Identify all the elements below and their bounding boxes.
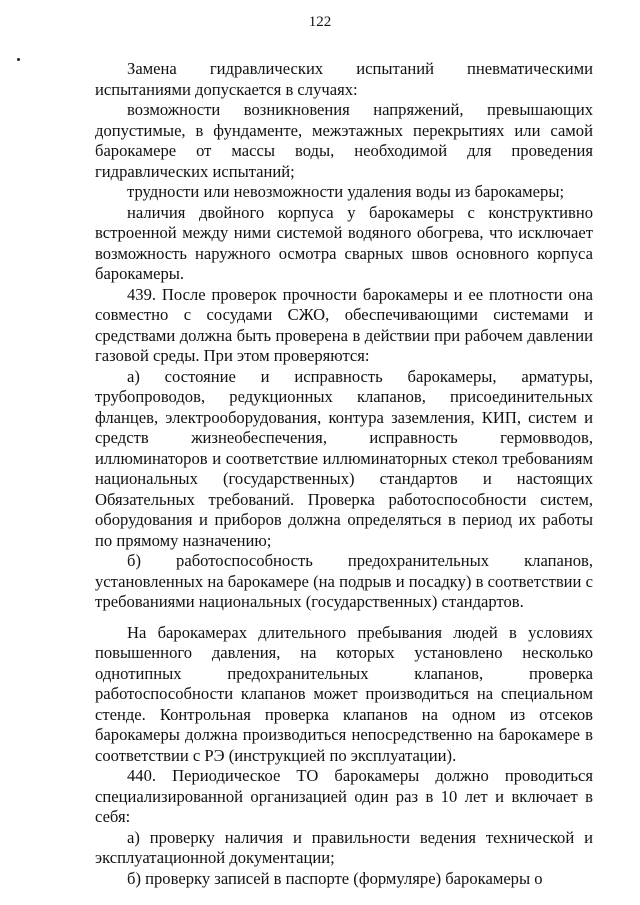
page-number: 122 bbox=[308, 14, 332, 30]
paragraph-long-stay: На барокамерах длительного пребывания людей в условиях повышенного давления, на которых установлено несколько однотипных предохранительных клапанов, проверка работоспособности клапанов может производиться на специальном стенде. Контрольная проверка клапанов на одном из отсеков барокамеры должна производиться непосредственно на барокамере в соответствии с РЭ (инструкцией по эксплуатации). bbox=[95, 622, 593, 765]
paragraph-440: 440. Периодическое ТО барокамеры должно проводиться специализированной организацией один раз в 10 лет и включает в себя: bbox=[95, 766, 593, 826]
scan-speck bbox=[17, 58, 20, 61]
paragraph-439-a: а) состояние и исправность барокамеры, арматуры, трубопроводов, редукционных клапанов, присоединительных фланцев, электрооборудования, контура заземления, КИП, систем и средств жизнеобеспечения, исправность гермовводов, иллюминаторов и соответствие иллюминаторных стекол требованиям национальных (государственных) стандартов и настоящих Обязательных требований. Проверка работоспособности систем, оборудования и приборов должна определяться в период их работы по прямому назначению; bbox=[95, 366, 593, 550]
paragraph-440-b: б) проверку записей в паспорте (формуляре) барокамеры о bbox=[127, 868, 543, 888]
paragraph-440-a: а) проверку наличия и правильности ведения технической и эксплуатационной документации; bbox=[95, 827, 593, 867]
paragraph-case-stress: возможности возникновения напряжений, превышающих допустимые, в фундаменте, межэтажных перекрытиях или самой барокамере от массы воды, необходимой для проведения гидравлических испытаний; bbox=[95, 100, 593, 181]
document-body bbox=[95, 59, 593, 889]
paragraph-intro: Замена гидравлических испытаний пневматическими испытаниями допускается в случаях: bbox=[95, 59, 593, 99]
paragraph-case-water: трудности или невозможности удаления воды из барокамеры; bbox=[127, 182, 565, 201]
paragraph-case-double-hull: наличия двойного корпуса у барокамеры с конструктивно встроенной между ними системой водяного обогрева, что исключает возможность наружного осмотра сварных швов основного корпуса барокамеры. bbox=[95, 202, 593, 283]
paragraph-439-b: б) работоспособность предохранительных клапанов, установленных на барокамере (на подрыв и посадку) в соответствии с требованиями национальных (государственных) стандартов. bbox=[95, 551, 593, 611]
paragraph-439: 439. После проверок прочности барокамеры и ее плотности она совместно с сосудами СЖО, обеспечивающими системами и средствами должна быть проверена в действии при рабочем давлении газовой среды. При этом проверяются: bbox=[95, 284, 593, 365]
